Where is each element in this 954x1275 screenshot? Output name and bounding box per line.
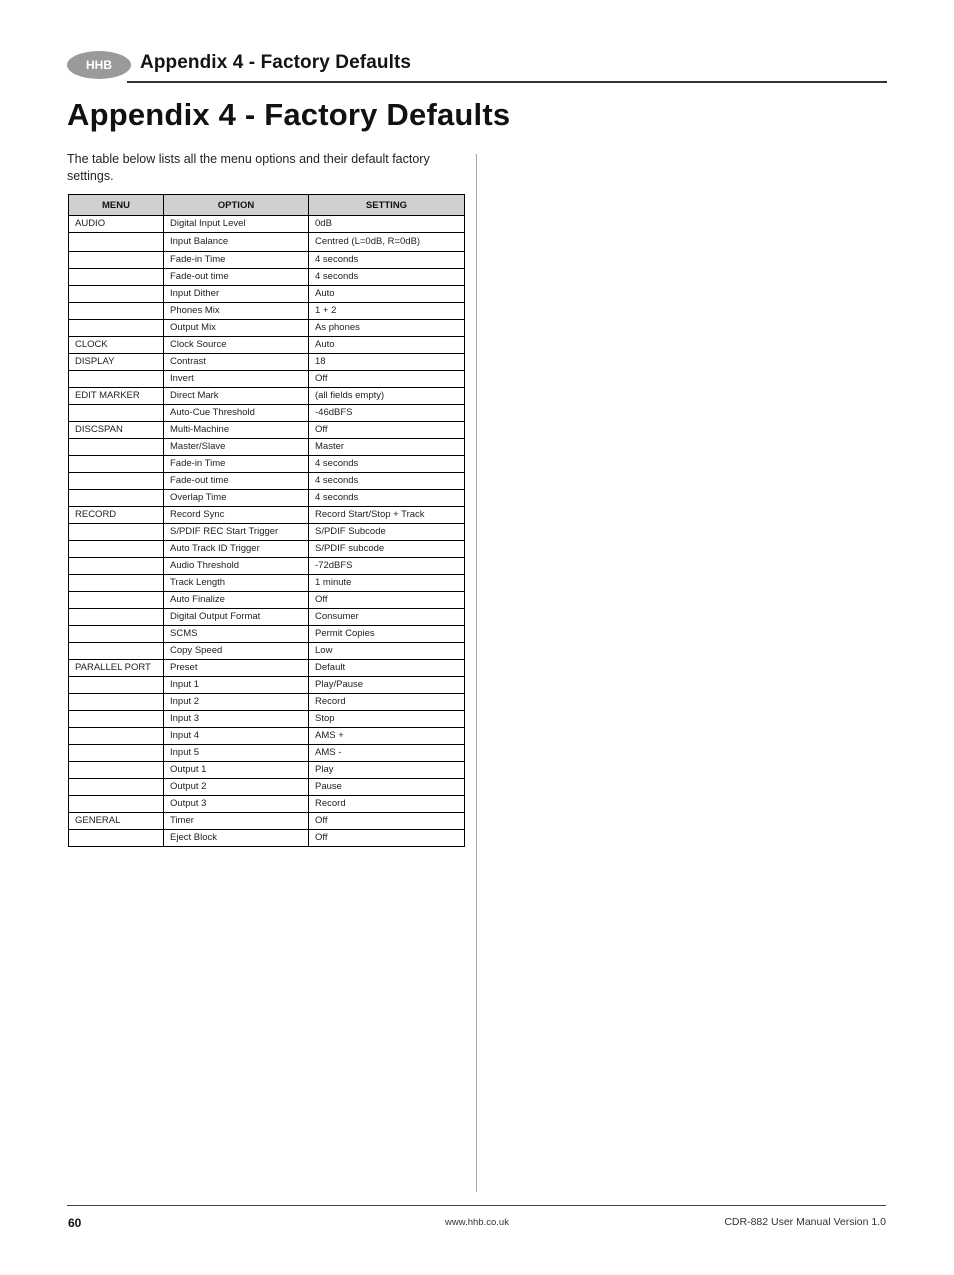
menu-cell	[69, 490, 164, 507]
menu-cell: AUDIO	[69, 216, 164, 233]
setting-cell: Centred (L=0dB, R=0dB)	[309, 233, 465, 252]
setting-cell: Auto	[309, 337, 465, 354]
setting-cell: Permit Copies	[309, 626, 465, 643]
menu-cell	[69, 796, 164, 813]
menu-cell	[69, 830, 164, 847]
setting-cell: 1 minute	[309, 575, 465, 592]
setting-cell: 4 seconds	[309, 456, 465, 473]
table-row	[69, 507, 465, 524]
menu-cell	[69, 456, 164, 473]
option-cell: Fade-in Time	[164, 252, 309, 269]
setting-cell: Off	[309, 813, 465, 830]
page-number: 60	[68, 1216, 82, 1230]
header-title: Appendix 4 - Factory Defaults	[140, 52, 412, 73]
menu-cell	[69, 592, 164, 609]
table-row	[69, 490, 465, 507]
menu-cell	[69, 252, 164, 269]
menu-cell: GENERAL	[69, 813, 164, 830]
setting-cell: Stop	[309, 711, 465, 728]
option-cell: Fade-in Time	[164, 456, 309, 473]
option-cell: Direct Mark	[164, 388, 309, 405]
table-row	[69, 541, 465, 558]
setting-cell: AMS +	[309, 728, 465, 745]
hhb-logo-icon	[67, 50, 131, 80]
menu-cell: DISCSPAN	[69, 422, 164, 439]
table-row	[69, 252, 465, 269]
option-cell: Input 2	[164, 694, 309, 711]
menu-cell: RECORD	[69, 507, 164, 524]
option-cell: Auto Finalize	[164, 592, 309, 609]
page-header	[67, 45, 887, 85]
menu-cell	[69, 371, 164, 388]
setting-cell: 0dB	[309, 216, 465, 233]
option-cell: Invert	[164, 371, 309, 388]
menu-cell	[69, 541, 164, 558]
option-cell: Output 3	[164, 796, 309, 813]
setting-cell: Auto	[309, 286, 465, 303]
option-cell: Timer	[164, 813, 309, 830]
setting-cell: Off	[309, 830, 465, 847]
setting-cell: -46dBFS	[309, 405, 465, 422]
table-row	[69, 388, 465, 405]
table-row	[69, 660, 465, 677]
setting-cell: 4 seconds	[309, 490, 465, 507]
menu-cell: CLOCK	[69, 337, 164, 354]
table-row	[69, 813, 465, 830]
header-rule	[127, 81, 887, 83]
menu-cell: DISPLAY	[69, 354, 164, 371]
option-cell: Digital Input Level	[164, 216, 309, 233]
setting-cell: Low	[309, 643, 465, 660]
table-row	[69, 558, 465, 575]
option-cell: Input 5	[164, 745, 309, 762]
table-row	[69, 337, 465, 354]
menu-cell	[69, 626, 164, 643]
setting-cell: Play	[309, 762, 465, 779]
option-cell: Output 2	[164, 779, 309, 796]
menu-cell	[69, 762, 164, 779]
setting-cell: 4 seconds	[309, 252, 465, 269]
option-cell: Output 1	[164, 762, 309, 779]
setting-cell: Master	[309, 439, 465, 456]
setting-cell: 4 seconds	[309, 269, 465, 286]
setting-cell: 18	[309, 354, 465, 371]
table-row	[69, 456, 465, 473]
setting-cell: AMS -	[309, 745, 465, 762]
menu-cell	[69, 779, 164, 796]
setting-cell: Off	[309, 422, 465, 439]
menu-cell	[69, 524, 164, 541]
menu-cell	[69, 269, 164, 286]
table-header-row	[69, 195, 465, 216]
setting-cell: 4 seconds	[309, 473, 465, 490]
menu-cell	[69, 609, 164, 626]
footer-rule	[67, 1205, 886, 1206]
option-cell: SCMS	[164, 626, 309, 643]
option-cell: Fade-out time	[164, 269, 309, 286]
setting-cell: Default	[309, 660, 465, 677]
setting-cell: Off	[309, 371, 465, 388]
setting-cell: S/PDIF subcode	[309, 541, 465, 558]
option-cell: Audio Threshold	[164, 558, 309, 575]
menu-cell	[69, 711, 164, 728]
column-header-option: OPTION	[164, 195, 309, 216]
table-row	[69, 796, 465, 813]
setting-cell: (all fields empty)	[309, 388, 465, 405]
option-cell: Input Balance	[164, 233, 309, 252]
table-row	[69, 745, 465, 762]
option-cell: Input 3	[164, 711, 309, 728]
menu-cell	[69, 728, 164, 745]
table-row	[69, 405, 465, 422]
menu-cell	[69, 558, 164, 575]
intro-paragraph: The table below lists all the menu options and their default factory settings.	[67, 152, 430, 183]
factory-defaults-table	[68, 194, 465, 847]
setting-cell: 1 + 2	[309, 303, 465, 320]
table-row	[69, 677, 465, 694]
setting-cell: Pause	[309, 779, 465, 796]
table-row	[69, 524, 465, 541]
menu-cell	[69, 233, 164, 252]
table-row	[69, 609, 465, 626]
menu-cell	[69, 694, 164, 711]
table-row	[69, 439, 465, 456]
option-cell: Record Sync	[164, 507, 309, 524]
menu-cell: EDIT MARKER	[69, 388, 164, 405]
setting-cell: S/PDIF Subcode	[309, 524, 465, 541]
option-cell: S/PDIF REC Start Trigger	[164, 524, 309, 541]
table-row	[69, 473, 465, 490]
option-cell: Auto Track ID Trigger	[164, 541, 309, 558]
column-header-setting: SETTING	[309, 195, 465, 216]
table-row	[69, 592, 465, 609]
table-row	[69, 762, 465, 779]
menu-cell	[69, 286, 164, 303]
menu-cell	[69, 473, 164, 490]
option-cell: Copy Speed	[164, 643, 309, 660]
table-row	[69, 371, 465, 388]
table-row	[69, 216, 465, 233]
menu-cell	[69, 405, 164, 422]
setting-cell: As phones	[309, 320, 465, 337]
column-header-menu: MENU	[69, 195, 164, 216]
menu-cell	[69, 303, 164, 320]
option-cell: Multi-Machine	[164, 422, 309, 439]
option-cell: Clock Source	[164, 337, 309, 354]
menu-cell	[69, 745, 164, 762]
option-cell: Preset	[164, 660, 309, 677]
table-row	[69, 422, 465, 439]
table-row	[69, 575, 465, 592]
table-row	[69, 320, 465, 337]
menu-cell	[69, 320, 164, 337]
footer-document-title: CDR-882 User Manual Version 1.0	[724, 1216, 886, 1228]
menu-cell	[69, 677, 164, 694]
table-row	[69, 643, 465, 660]
option-cell: Digital Output Format	[164, 609, 309, 626]
table-row	[69, 303, 465, 320]
setting-cell: Record Start/Stop + Track	[309, 507, 465, 524]
menu-cell	[69, 439, 164, 456]
table-row	[69, 728, 465, 745]
menu-cell	[69, 575, 164, 592]
table-body	[69, 216, 465, 847]
footer-url: www.hhb.co.uk	[445, 1217, 509, 1228]
option-cell: Eject Block	[164, 830, 309, 847]
table-row	[69, 233, 465, 252]
column-divider	[476, 154, 477, 1192]
option-cell: Input Dither	[164, 286, 309, 303]
setting-cell: Off	[309, 592, 465, 609]
table-row	[69, 354, 465, 371]
option-cell: Auto-Cue Threshold	[164, 405, 309, 422]
option-cell: Master/Slave	[164, 439, 309, 456]
option-cell: Contrast	[164, 354, 309, 371]
setting-cell: Record	[309, 796, 465, 813]
table-row	[69, 830, 465, 847]
setting-cell: -72dBFS	[309, 558, 465, 575]
menu-cell	[69, 643, 164, 660]
table-row	[69, 694, 465, 711]
setting-cell: Consumer	[309, 609, 465, 626]
logo-text: HHB	[86, 58, 112, 72]
table-row	[69, 269, 465, 286]
option-cell: Overlap Time	[164, 490, 309, 507]
option-cell: Input 4	[164, 728, 309, 745]
table-row	[69, 779, 465, 796]
option-cell: Phones Mix	[164, 303, 309, 320]
setting-cell: Play/Pause	[309, 677, 465, 694]
option-cell: Output Mix	[164, 320, 309, 337]
option-cell: Track Length	[164, 575, 309, 592]
page-title: Appendix 4 - Factory Defaults	[67, 97, 511, 132]
menu-cell: PARALLEL PORT	[69, 660, 164, 677]
table-row	[69, 711, 465, 728]
option-cell: Fade-out time	[164, 473, 309, 490]
table-row	[69, 286, 465, 303]
table-row	[69, 626, 465, 643]
setting-cell: Record	[309, 694, 465, 711]
option-cell: Input 1	[164, 677, 309, 694]
